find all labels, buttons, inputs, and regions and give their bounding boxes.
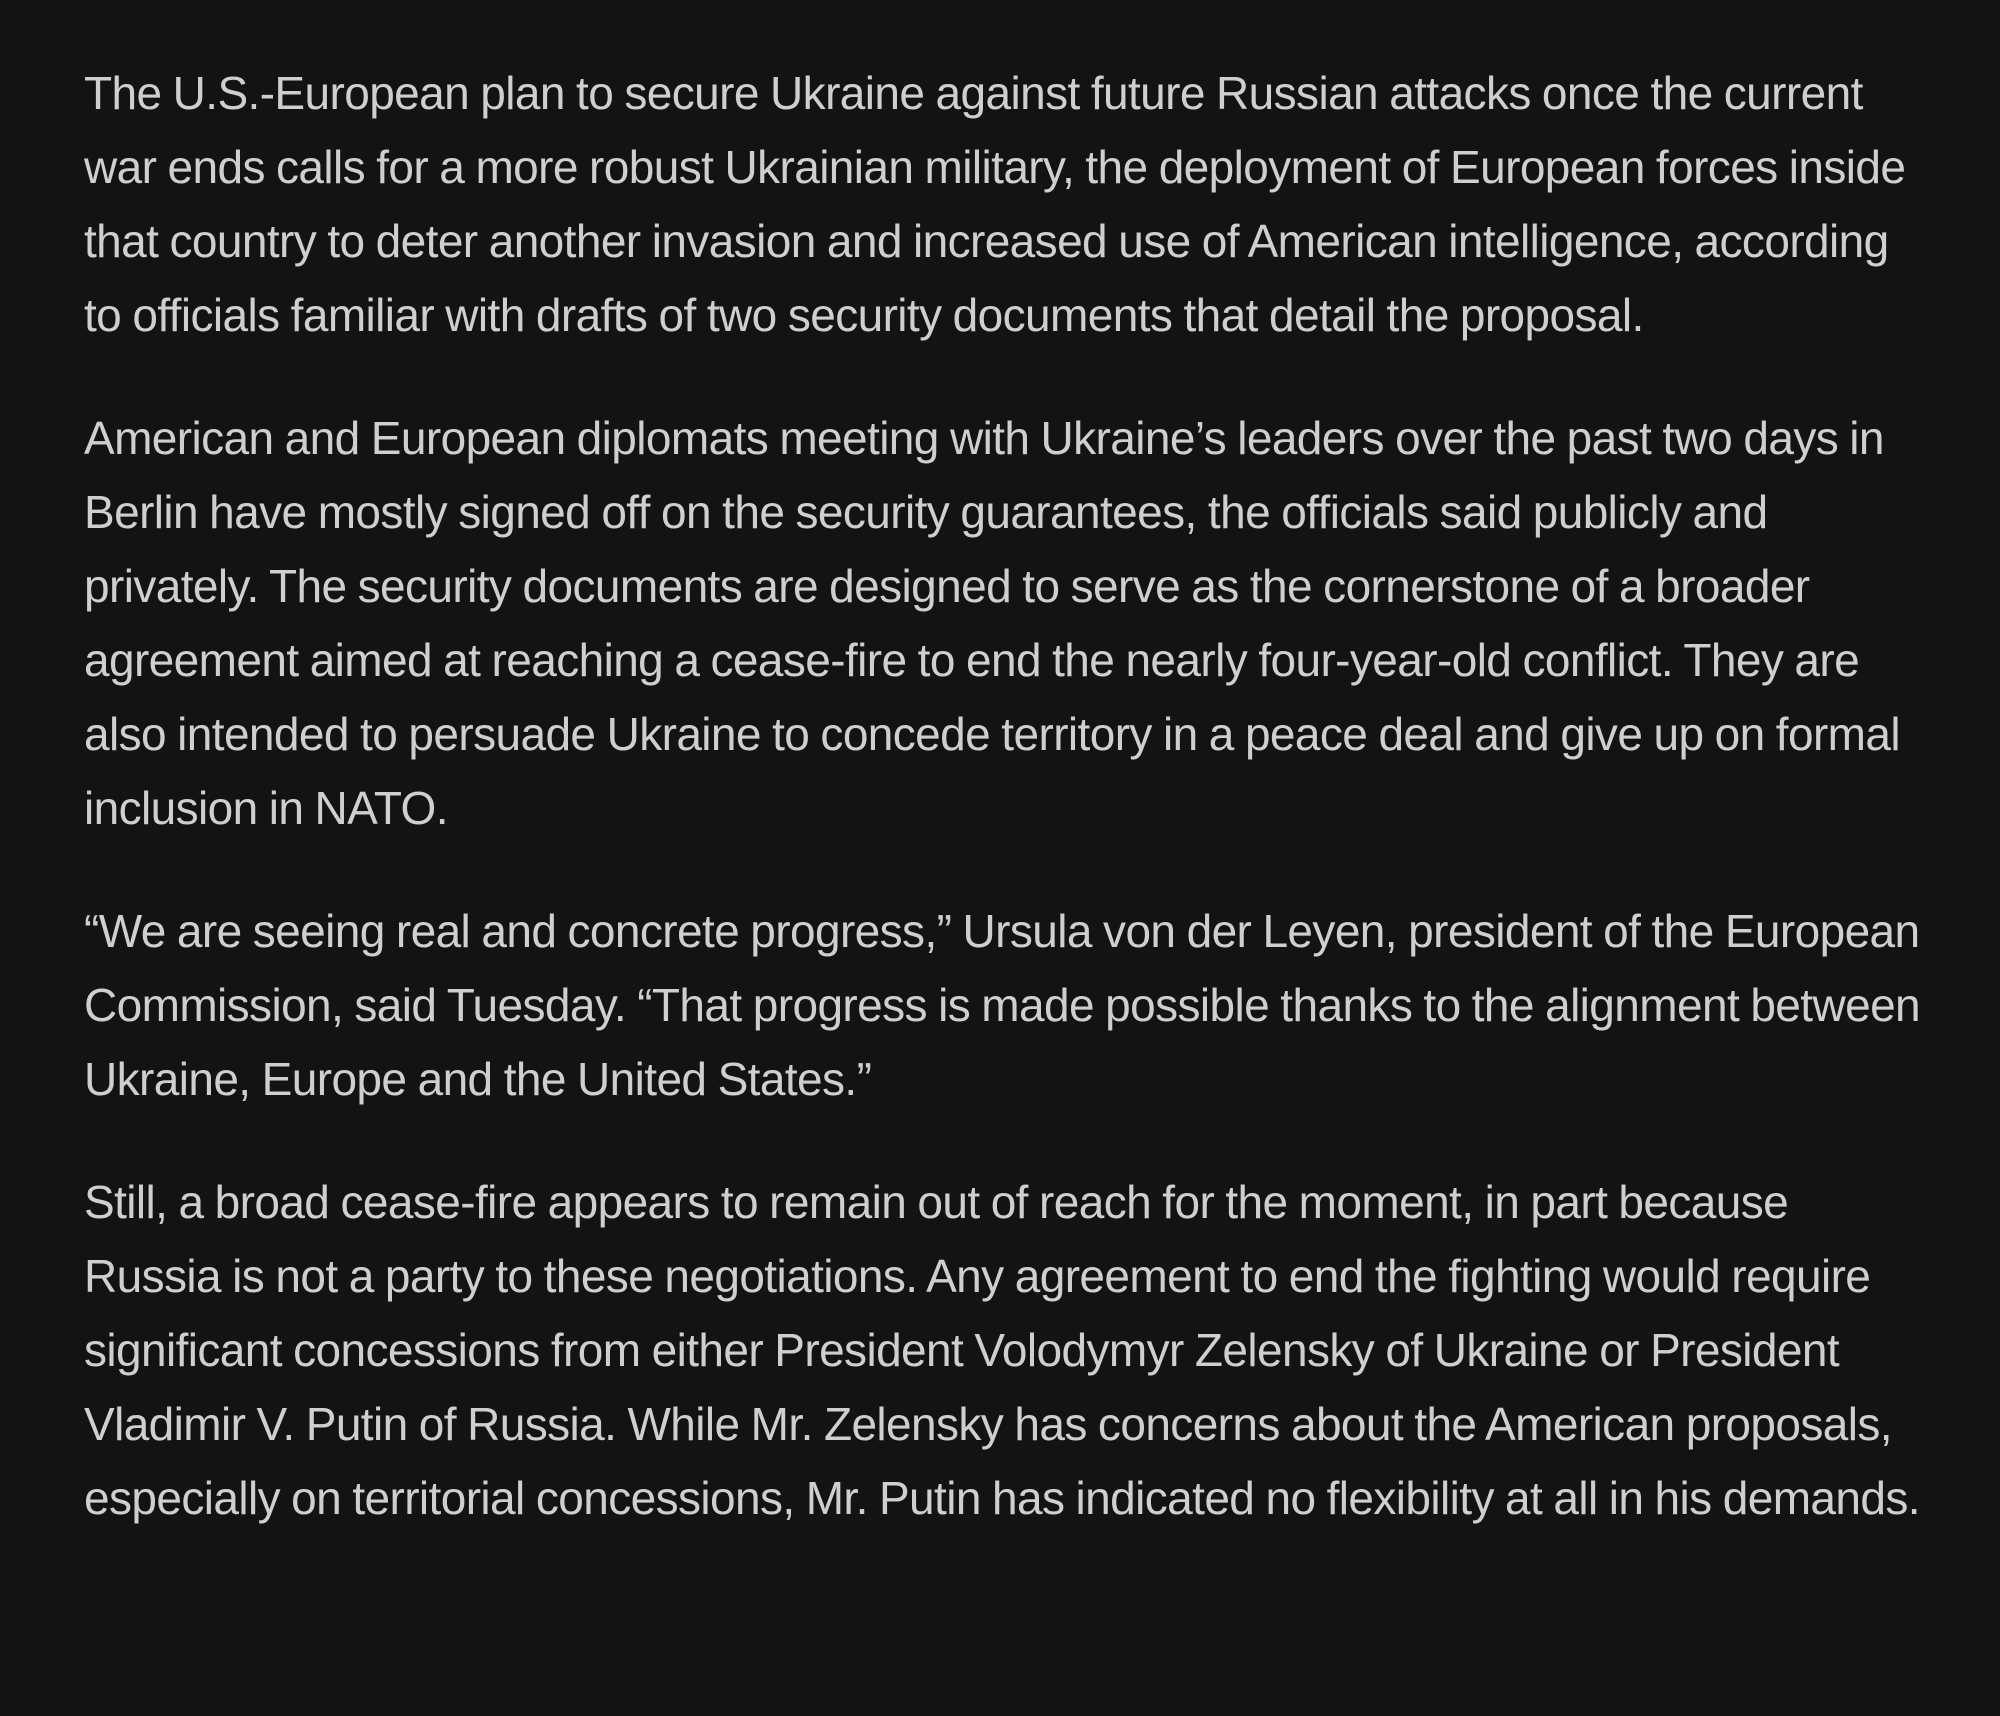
article-paragraph-1: The U.S.-European plan to secure Ukraine against future Russian attacks once the current war ends calls for a more robust Ukrainian military, the deployment of European forces inside that country to deter another invasion and increased use of American intelligence, according to officials familiar with drafts of two security documents that detail the proposal.: [84, 67, 1906, 341]
article-paragraph-2: American and European diplomats meeting with Ukraine’s leaders over the past two days in Berlin have mostly signed off on the security guarantees, the officials said publicly and privately. The security documents are designed to serve as the cornerstone of a broader agreement aimed at reaching a cease-fire to end the nearly four-year-old conflict. They are also intended to persuade Ukraine to concede territory in a peace deal and give up on formal inclusion in NATO.: [84, 412, 1900, 834]
article-paragraph-3: “We are seeing real and concrete progress,” Ursula von der Leyen, president of the European Commission, said Tuesday. “That progress is made possible thanks to the alignment between Ukraine, Europe and the United States.”: [84, 905, 1921, 1105]
article-body: [84, 56, 1924, 1535]
article-paragraph-4: Still, a broad cease-fire appears to remain out of reach for the moment, in part because Russia is not a party to these negotiations. Any agreement to end the fighting would require significant concessions from either President Volodymyr Zelensky of Ukraine or President Vladimir V. Putin of Russia. While Mr. Zelensky has concerns about the American proposals, especially on territorial concessions, Mr. Putin has indicated no flexibility at all in his demands.: [84, 1176, 1920, 1524]
